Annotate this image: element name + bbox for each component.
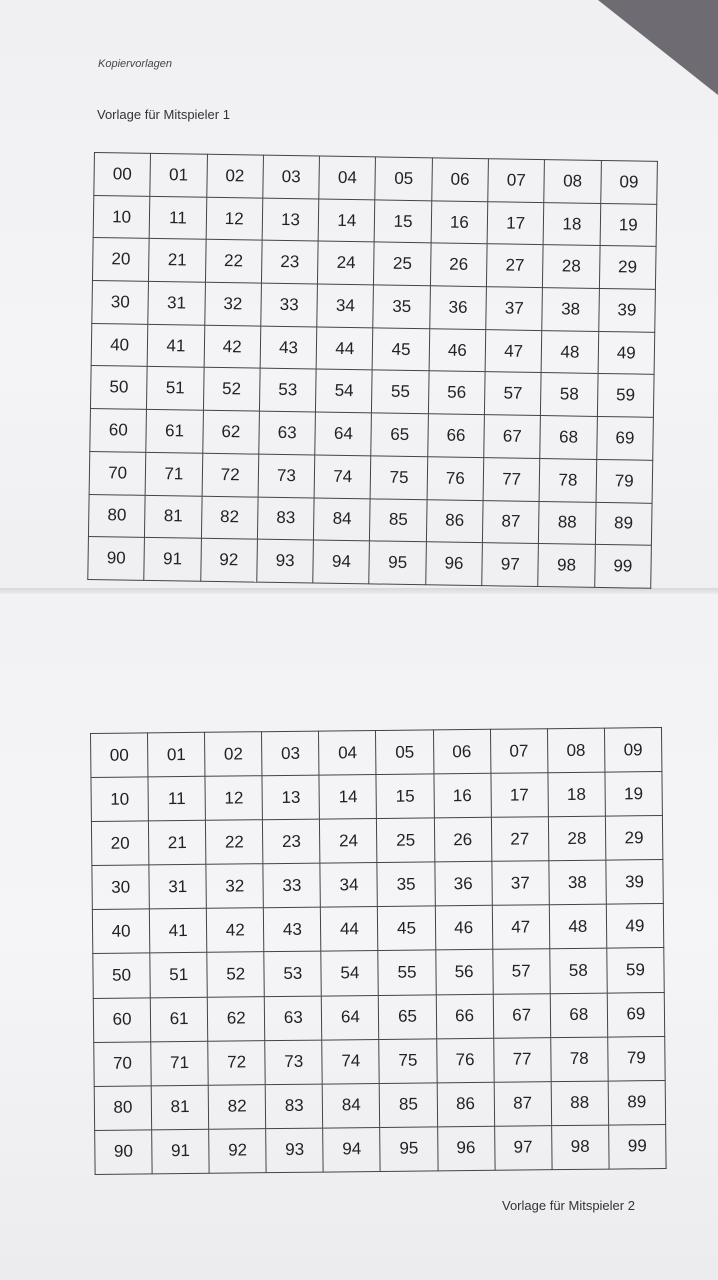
grid-cell: 30 <box>92 281 149 325</box>
grid-cell: 80 <box>94 1086 152 1131</box>
grid-cell: 87 <box>482 500 539 544</box>
grid-cell: 30 <box>92 865 150 910</box>
grid-cell: 00 <box>94 153 151 197</box>
template-2-title: Vorlage für Mitspieler 2 <box>502 1198 635 1213</box>
grid-row <box>91 772 662 822</box>
grid-cell: 89 <box>595 502 652 546</box>
grid-cell: 97 <box>494 1126 552 1171</box>
grid-cell: 92 <box>209 1129 267 1174</box>
grid-cell: 02 <box>206 154 263 198</box>
grid-cell: 23 <box>263 819 321 864</box>
grid-cell: 17 <box>491 773 549 818</box>
grid-cell: 76 <box>427 457 484 501</box>
grid-cell: 79 <box>596 459 653 503</box>
grid-cell: 09 <box>600 160 657 204</box>
grid-cell: 69 <box>596 417 653 461</box>
grid-cell: 97 <box>482 543 539 587</box>
grid-row <box>94 1080 665 1130</box>
grid-cell: 88 <box>539 501 596 545</box>
grid-cell: 52 <box>203 368 260 412</box>
grid-cell: 50 <box>90 366 147 410</box>
grid-cell: 32 <box>206 864 264 909</box>
grid-cell: 20 <box>92 238 149 282</box>
grid-cell: 88 <box>551 1081 609 1126</box>
grid-cell: 12 <box>206 197 263 241</box>
grid-cell: 27 <box>491 817 549 862</box>
grid-cell: 71 <box>151 1041 209 1086</box>
grid-cell: 03 <box>262 731 320 776</box>
grid-cell: 07 <box>488 159 545 203</box>
grid-cell: 67 <box>493 993 551 1038</box>
grid-cell: 74 <box>314 455 371 499</box>
grid-cell: 65 <box>379 994 437 1039</box>
grid-cell: 02 <box>205 732 263 777</box>
grid-cell: 63 <box>259 411 316 455</box>
grid-cell: 32 <box>204 282 261 326</box>
grid-cell: 64 <box>322 995 380 1040</box>
grid-cell: 26 <box>434 817 492 862</box>
grid-cell: 85 <box>380 1083 438 1128</box>
grid-cell: 35 <box>377 862 435 907</box>
grid-cell: 04 <box>319 731 377 776</box>
grid-cell: 86 <box>426 499 483 543</box>
grid-cell: 51 <box>150 953 208 998</box>
grid-cell: 90 <box>95 1130 153 1175</box>
grid-cell: 45 <box>378 906 436 951</box>
grid-cell: 91 <box>144 538 201 582</box>
grid-cell: 14 <box>318 199 375 243</box>
grid-cell: 82 <box>201 496 258 540</box>
grid-cell: 31 <box>149 865 207 910</box>
grid-cell: 81 <box>145 495 202 539</box>
header-label: Kopiervorlagen <box>98 58 172 70</box>
grid-cell: 73 <box>265 1040 323 1085</box>
grid-cell: 77 <box>493 1037 551 1082</box>
grid-cell: 06 <box>432 158 489 202</box>
grid-row <box>91 816 662 866</box>
grid-cell: 60 <box>93 997 151 1042</box>
grid-cell: 33 <box>261 283 318 327</box>
grid-cell: 50 <box>93 953 151 998</box>
grid-cell: 01 <box>150 153 207 197</box>
grid-row <box>92 904 663 954</box>
grid-cell: 54 <box>321 951 379 996</box>
sheet-divider <box>0 588 718 594</box>
grid-cell: 75 <box>371 456 428 500</box>
grid-cell: 43 <box>264 907 322 952</box>
grid-cell: 46 <box>429 329 486 373</box>
grid-cell: 19 <box>600 203 657 247</box>
grid-cell: 26 <box>430 243 487 287</box>
grid-cell: 68 <box>540 416 597 460</box>
grid-cell: 08 <box>544 160 601 204</box>
grid-cell: 49 <box>606 904 664 949</box>
grid-cell: 41 <box>149 909 207 954</box>
grid-cell: 74 <box>322 1039 380 1084</box>
grid-cell: 21 <box>149 820 207 865</box>
grid-cell: 25 <box>377 818 435 863</box>
grid-cell: 36 <box>430 286 487 330</box>
grid-2-body <box>91 728 667 1175</box>
grid-cell: 78 <box>550 1037 608 1082</box>
grid-cell: 62 <box>207 996 265 1041</box>
grid-cell: 61 <box>150 997 208 1042</box>
grid-cell: 01 <box>148 732 206 777</box>
grid-cell: 20 <box>91 821 149 866</box>
grid-cell: 44 <box>321 907 379 952</box>
grid-cell: 18 <box>548 772 606 817</box>
grid-cell: 37 <box>492 861 550 906</box>
grid-cell: 28 <box>543 245 600 289</box>
grid-cell: 40 <box>91 323 148 367</box>
grid-cell: 69 <box>607 992 665 1037</box>
grid-cell: 55 <box>378 950 436 995</box>
grid-cell: 40 <box>92 909 150 954</box>
grid-cell: 42 <box>204 325 261 369</box>
grid-row <box>93 948 664 998</box>
grid-cell: 55 <box>372 370 429 414</box>
grid-cell: 72 <box>202 453 259 497</box>
grid-cell: 85 <box>370 498 427 542</box>
grid-1-body <box>88 153 658 589</box>
grid-cell: 37 <box>486 287 543 331</box>
grid-cell: 44 <box>316 327 373 371</box>
grid-cell: 60 <box>90 409 147 453</box>
grid-cell: 81 <box>151 1085 209 1130</box>
grid-cell: 13 <box>262 775 320 820</box>
grid-cell: 16 <box>434 773 492 818</box>
grid-cell: 90 <box>88 537 145 581</box>
grid-row <box>88 537 652 589</box>
grid-cell: 43 <box>260 326 317 370</box>
grid-cell: 38 <box>549 860 607 905</box>
grid-cell: 15 <box>376 774 434 819</box>
grid-cell: 68 <box>550 993 608 1038</box>
grid-cell: 87 <box>494 1081 552 1126</box>
grid-cell: 99 <box>594 545 651 589</box>
grid-cell: 84 <box>323 1083 381 1128</box>
grid-cell: 66 <box>428 414 485 458</box>
grid-cell: 35 <box>373 285 430 329</box>
grid-cell: 56 <box>435 950 493 995</box>
grid-cell: 75 <box>379 1039 437 1084</box>
grid-cell: 15 <box>375 200 432 244</box>
grid-cell: 27 <box>487 244 544 288</box>
grid-cell: 57 <box>484 372 541 416</box>
grid-cell: 11 <box>149 196 206 240</box>
grid-cell: 95 <box>380 1127 438 1172</box>
grid-cell: 63 <box>265 996 323 1041</box>
grid-cell: 80 <box>88 494 145 538</box>
grid-cell: 73 <box>258 454 315 498</box>
grid-cell: 96 <box>426 542 483 586</box>
grid-cell: 62 <box>202 410 259 454</box>
grid-cell: 05 <box>375 157 432 201</box>
grid-cell: 58 <box>541 373 598 417</box>
grid-cell: 54 <box>316 369 373 413</box>
grid-cell: 82 <box>208 1084 266 1129</box>
template-1-title: Vorlage für Mitspieler 1 <box>97 107 230 122</box>
grid-cell: 05 <box>376 730 434 775</box>
grid-cell: 98 <box>538 544 595 588</box>
grid-cell: 70 <box>89 451 146 495</box>
grid-cell: 53 <box>259 369 316 413</box>
grid-row <box>93 992 664 1042</box>
grid-cell: 46 <box>435 906 493 951</box>
grid-cell: 24 <box>318 241 375 285</box>
grid-cell: 67 <box>484 415 541 459</box>
grid-cell: 94 <box>313 540 370 584</box>
grid-cell: 99 <box>608 1124 666 1169</box>
grid-cell: 98 <box>551 1125 609 1170</box>
grid-cell: 51 <box>147 367 204 411</box>
grid-cell: 45 <box>373 328 430 372</box>
grid-cell: 93 <box>266 1128 324 1173</box>
grid-cell: 72 <box>208 1040 266 1085</box>
grid-row <box>95 1124 666 1174</box>
grid-cell: 17 <box>487 201 544 245</box>
grid-cell: 92 <box>200 538 257 582</box>
grid-cell: 64 <box>315 412 372 456</box>
grid-cell: 18 <box>543 202 600 246</box>
grid-cell: 89 <box>608 1080 666 1125</box>
grid-cell: 36 <box>434 862 492 907</box>
number-grid-2 <box>90 727 667 1175</box>
grid-cell: 41 <box>147 324 204 368</box>
grid-cell: 57 <box>492 949 550 994</box>
grid-cell: 66 <box>436 994 494 1039</box>
grid-cell: 61 <box>146 409 203 453</box>
grid-cell: 56 <box>428 371 485 415</box>
grid-cell: 34 <box>317 284 374 328</box>
grid-cell: 49 <box>598 331 655 375</box>
grid-cell: 14 <box>319 775 377 820</box>
grid-cell: 22 <box>205 240 262 284</box>
grid-cell: 04 <box>319 156 376 200</box>
grid-cell: 76 <box>436 1038 494 1083</box>
grid-cell: 95 <box>369 541 426 585</box>
grid-row <box>94 1036 665 1086</box>
grid-cell: 24 <box>320 819 378 864</box>
grid-cell: 22 <box>206 820 264 865</box>
grid-cell: 93 <box>257 539 314 583</box>
grid-cell: 71 <box>145 452 202 496</box>
grid-cell: 03 <box>263 155 320 199</box>
grid-cell: 09 <box>604 728 662 773</box>
grid-cell: 83 <box>265 1084 323 1129</box>
grid-row <box>91 728 662 778</box>
grid-cell: 42 <box>207 908 265 953</box>
grid-cell: 29 <box>599 246 656 290</box>
grid-cell: 39 <box>606 860 664 905</box>
grid-cell: 13 <box>262 198 319 242</box>
grid-cell: 83 <box>257 497 314 541</box>
grid-cell: 91 <box>152 1129 210 1174</box>
grid-cell: 25 <box>374 242 431 286</box>
grid-cell: 59 <box>607 948 665 993</box>
grid-cell: 29 <box>605 816 663 861</box>
grid-cell: 58 <box>550 949 608 994</box>
grid-cell: 33 <box>263 863 321 908</box>
grid-cell: 31 <box>148 281 205 325</box>
grid-cell: 00 <box>91 733 149 778</box>
grid-cell: 53 <box>264 952 322 997</box>
grid-cell: 06 <box>433 729 491 774</box>
number-grid-1 <box>87 152 658 589</box>
grid-cell: 79 <box>608 1036 666 1081</box>
grid-cell: 94 <box>323 1127 381 1172</box>
grid-cell: 34 <box>320 863 378 908</box>
grid-cell: 39 <box>598 289 655 333</box>
grid-cell: 38 <box>542 288 599 332</box>
grid-cell: 52 <box>207 952 265 997</box>
grid-row <box>92 860 663 910</box>
grid-cell: 70 <box>94 1042 152 1087</box>
grid-cell: 59 <box>597 374 654 418</box>
grid-cell: 78 <box>539 458 596 502</box>
grid-cell: 16 <box>431 200 488 244</box>
grid-cell: 10 <box>91 777 149 822</box>
grid-cell: 12 <box>205 776 263 821</box>
grid-cell: 84 <box>314 498 371 542</box>
grid-cell: 47 <box>492 905 550 950</box>
grid-cell: 10 <box>93 195 150 239</box>
grid-cell: 65 <box>371 413 428 457</box>
grid-cell: 86 <box>437 1082 495 1127</box>
grid-cell: 19 <box>605 772 663 817</box>
grid-cell: 08 <box>547 728 605 773</box>
grid-cell: 48 <box>549 904 607 949</box>
grid-cell: 21 <box>149 239 206 283</box>
grid-cell: 47 <box>485 329 542 373</box>
grid-cell: 11 <box>148 776 206 821</box>
grid-cell: 07 <box>490 729 548 774</box>
grid-cell: 77 <box>483 457 540 501</box>
grid-cell: 48 <box>541 330 598 374</box>
grid-cell: 96 <box>437 1126 495 1171</box>
grid-cell: 28 <box>548 816 606 861</box>
grid-cell: 23 <box>261 241 318 285</box>
